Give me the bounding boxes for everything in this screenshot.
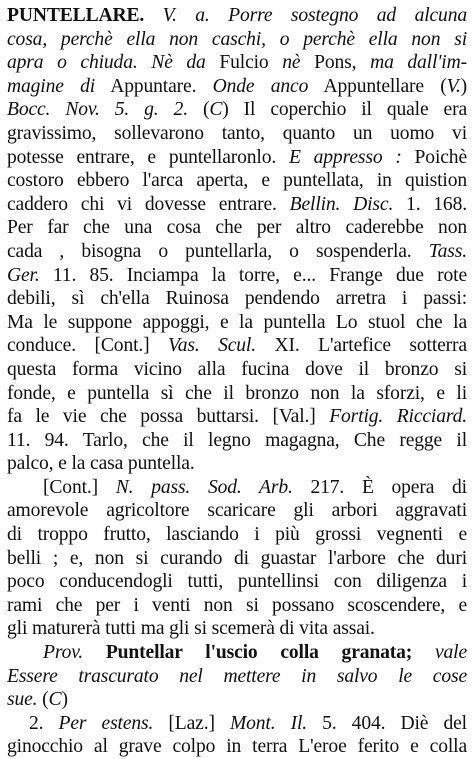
- text-run: Pons,: [314, 52, 357, 74]
- text-run: 11. 94. Tarlo, che il legno magagna, Che regge il: [7, 429, 467, 451]
- text-line: [7, 594, 467, 618]
- text-line: [7, 735, 467, 759]
- text-run: ) Il coperchio il quale era: [222, 99, 467, 121]
- text-run: Poichè: [401, 146, 467, 168]
- text-line: [7, 146, 467, 170]
- text-line: [7, 499, 467, 523]
- text-line: [7, 240, 467, 264]
- text-line: [7, 547, 467, 571]
- text-line: [7, 452, 467, 476]
- text-run: C: [48, 689, 62, 711]
- dictionary-entry-puntellare: [7, 4, 467, 759]
- text-run: V. a. Porre sostegno ad alcuna: [144, 5, 467, 26]
- text-run: gravissimo, sollevarono tanto, quanto un uomo vi: [7, 122, 467, 144]
- text-run: Fulcio: [219, 52, 269, 74]
- text-run: PUNTELLARE.: [7, 5, 145, 26]
- text-run: XI. L'artefice sotterra: [255, 335, 467, 357]
- text-run: Appuntellare (: [308, 75, 447, 97]
- text-run: potesse entrare, e puntellaronlo.: [7, 146, 289, 168]
- text-line: [7, 51, 467, 75]
- text-run: Prov.: [43, 642, 84, 664]
- text-line: [7, 570, 467, 594]
- text-line: [7, 617, 467, 641]
- text-run: belli ; e, non si curando di guastar l'arbore che duri: [7, 547, 467, 569]
- text-run: Vas. Scul.: [168, 335, 256, 357]
- text-run: caddero chi vi dovesse entrare.: [7, 193, 290, 215]
- text-run: 2.: [29, 712, 59, 734]
- text-run: Ma le suppone appoggi, e la puntella Lo stuol che la: [7, 311, 467, 333]
- text-line: [7, 4, 467, 28]
- text-run: debili, sì ch'ella Ruinosa pendendo arretra i passi:: [7, 288, 467, 310]
- text-line: [7, 264, 467, 288]
- text-run: Per estens.: [58, 712, 154, 734]
- text-line: [7, 193, 467, 217]
- text-run: conduce. [Cont.]: [7, 335, 169, 357]
- text-run: apra o chiuda.: [7, 52, 138, 74]
- text-run: (: [37, 689, 49, 711]
- text-run: Appuntare.: [95, 75, 213, 97]
- text-line: [7, 98, 467, 122]
- text-run: fa le vie che possa buttarsi. [Val.]: [7, 406, 330, 428]
- text-run: poco conducendogli tutti, puntellinsi con diligenza i: [7, 571, 467, 593]
- text-run: vale: [412, 642, 467, 664]
- text-line: [7, 358, 467, 382]
- text-line: [7, 216, 467, 240]
- text-run: Tass.: [428, 240, 467, 262]
- text-run: ma dall'im-: [356, 52, 467, 74]
- text-run: cada , bisogna o puntellarla, o sospenderla.: [7, 240, 429, 262]
- text-run: Nè da: [137, 52, 220, 74]
- text-line: [7, 688, 467, 712]
- text-run: Fortig. Ricciard.: [329, 406, 467, 428]
- text-run: costoro ebbero l'arca aperta, e puntellata, in quistion: [7, 170, 467, 192]
- text-run: palco, e la casa puntella.: [7, 453, 195, 475]
- text-line: [7, 641, 467, 665]
- text-line: [7, 28, 467, 52]
- text-run: V.: [446, 75, 461, 97]
- text-run: ): [460, 75, 467, 97]
- text-run: [Laz.]: [153, 712, 230, 734]
- text-run: cosa, perchè ella non caschi, o perchè ella non si: [7, 28, 467, 50]
- text-line: [7, 334, 467, 358]
- text-line: [7, 429, 467, 453]
- text-line: [7, 169, 467, 193]
- text-run: fonde, e puntella sì che il bronzo non la sforzi, e li: [7, 382, 467, 404]
- text-line: [7, 122, 467, 146]
- text-run: sue.: [7, 689, 38, 711]
- text-run: Bocc. Nov. 5. g. 2.: [7, 99, 188, 121]
- text-run: gli maturerà tutti ma gli si scemerà di vita assai.: [7, 618, 375, 640]
- text-line: [7, 287, 467, 311]
- text-line: [7, 405, 467, 429]
- text-run: 11. 85. Inciampa la torre, e... Frange due rote: [39, 264, 467, 286]
- text-run: rami che per i venti non si possano scoscendere, e: [7, 594, 467, 616]
- text-run: 5. 404. Diè del: [307, 712, 467, 734]
- text-run: amorevole agricoltore scaricare gli arbori aggravati: [7, 500, 467, 522]
- text-run: ): [61, 689, 68, 711]
- text-run: (: [187, 99, 210, 121]
- text-line: [7, 712, 467, 736]
- text-run: Mont. Il.: [229, 712, 308, 734]
- text-run: questa forma vicino alla fucina dove il bronzo si: [7, 358, 467, 380]
- text-line: [7, 476, 467, 500]
- text-run: 1. 168.: [393, 193, 467, 215]
- text-run: Per far che una cosa che per altro caderebbe non: [7, 217, 467, 239]
- text-line: [7, 382, 467, 406]
- text-run: Onde anco: [212, 75, 309, 97]
- text-line: [7, 75, 467, 99]
- text-line: [7, 311, 467, 335]
- text-line: [7, 665, 467, 689]
- text-run: magine di: [7, 75, 96, 97]
- text-run: E appresso :: [288, 146, 402, 168]
- text-run: Bellin. Disc.: [289, 193, 394, 215]
- text-run: C: [209, 99, 223, 121]
- text-run: ginocchio al grave colpo in terra L'eroe ferito e colla: [7, 736, 467, 758]
- text-run: 217. È opera di: [292, 476, 467, 498]
- text-run: [Cont.]: [43, 476, 116, 498]
- text-run: N. pass. Sod. Arb.: [115, 476, 293, 498]
- text-line: [7, 523, 467, 547]
- text-run: Puntellar l'uscio colla granata;: [83, 642, 413, 664]
- text-run: nè: [268, 52, 315, 74]
- text-run: di troppo frutto, lasciando i più grossi vegnenti e: [7, 524, 467, 546]
- text-run: Ger.: [7, 264, 40, 286]
- text-run: Essere trascurato nel mettere in salvo le cose: [7, 665, 467, 687]
